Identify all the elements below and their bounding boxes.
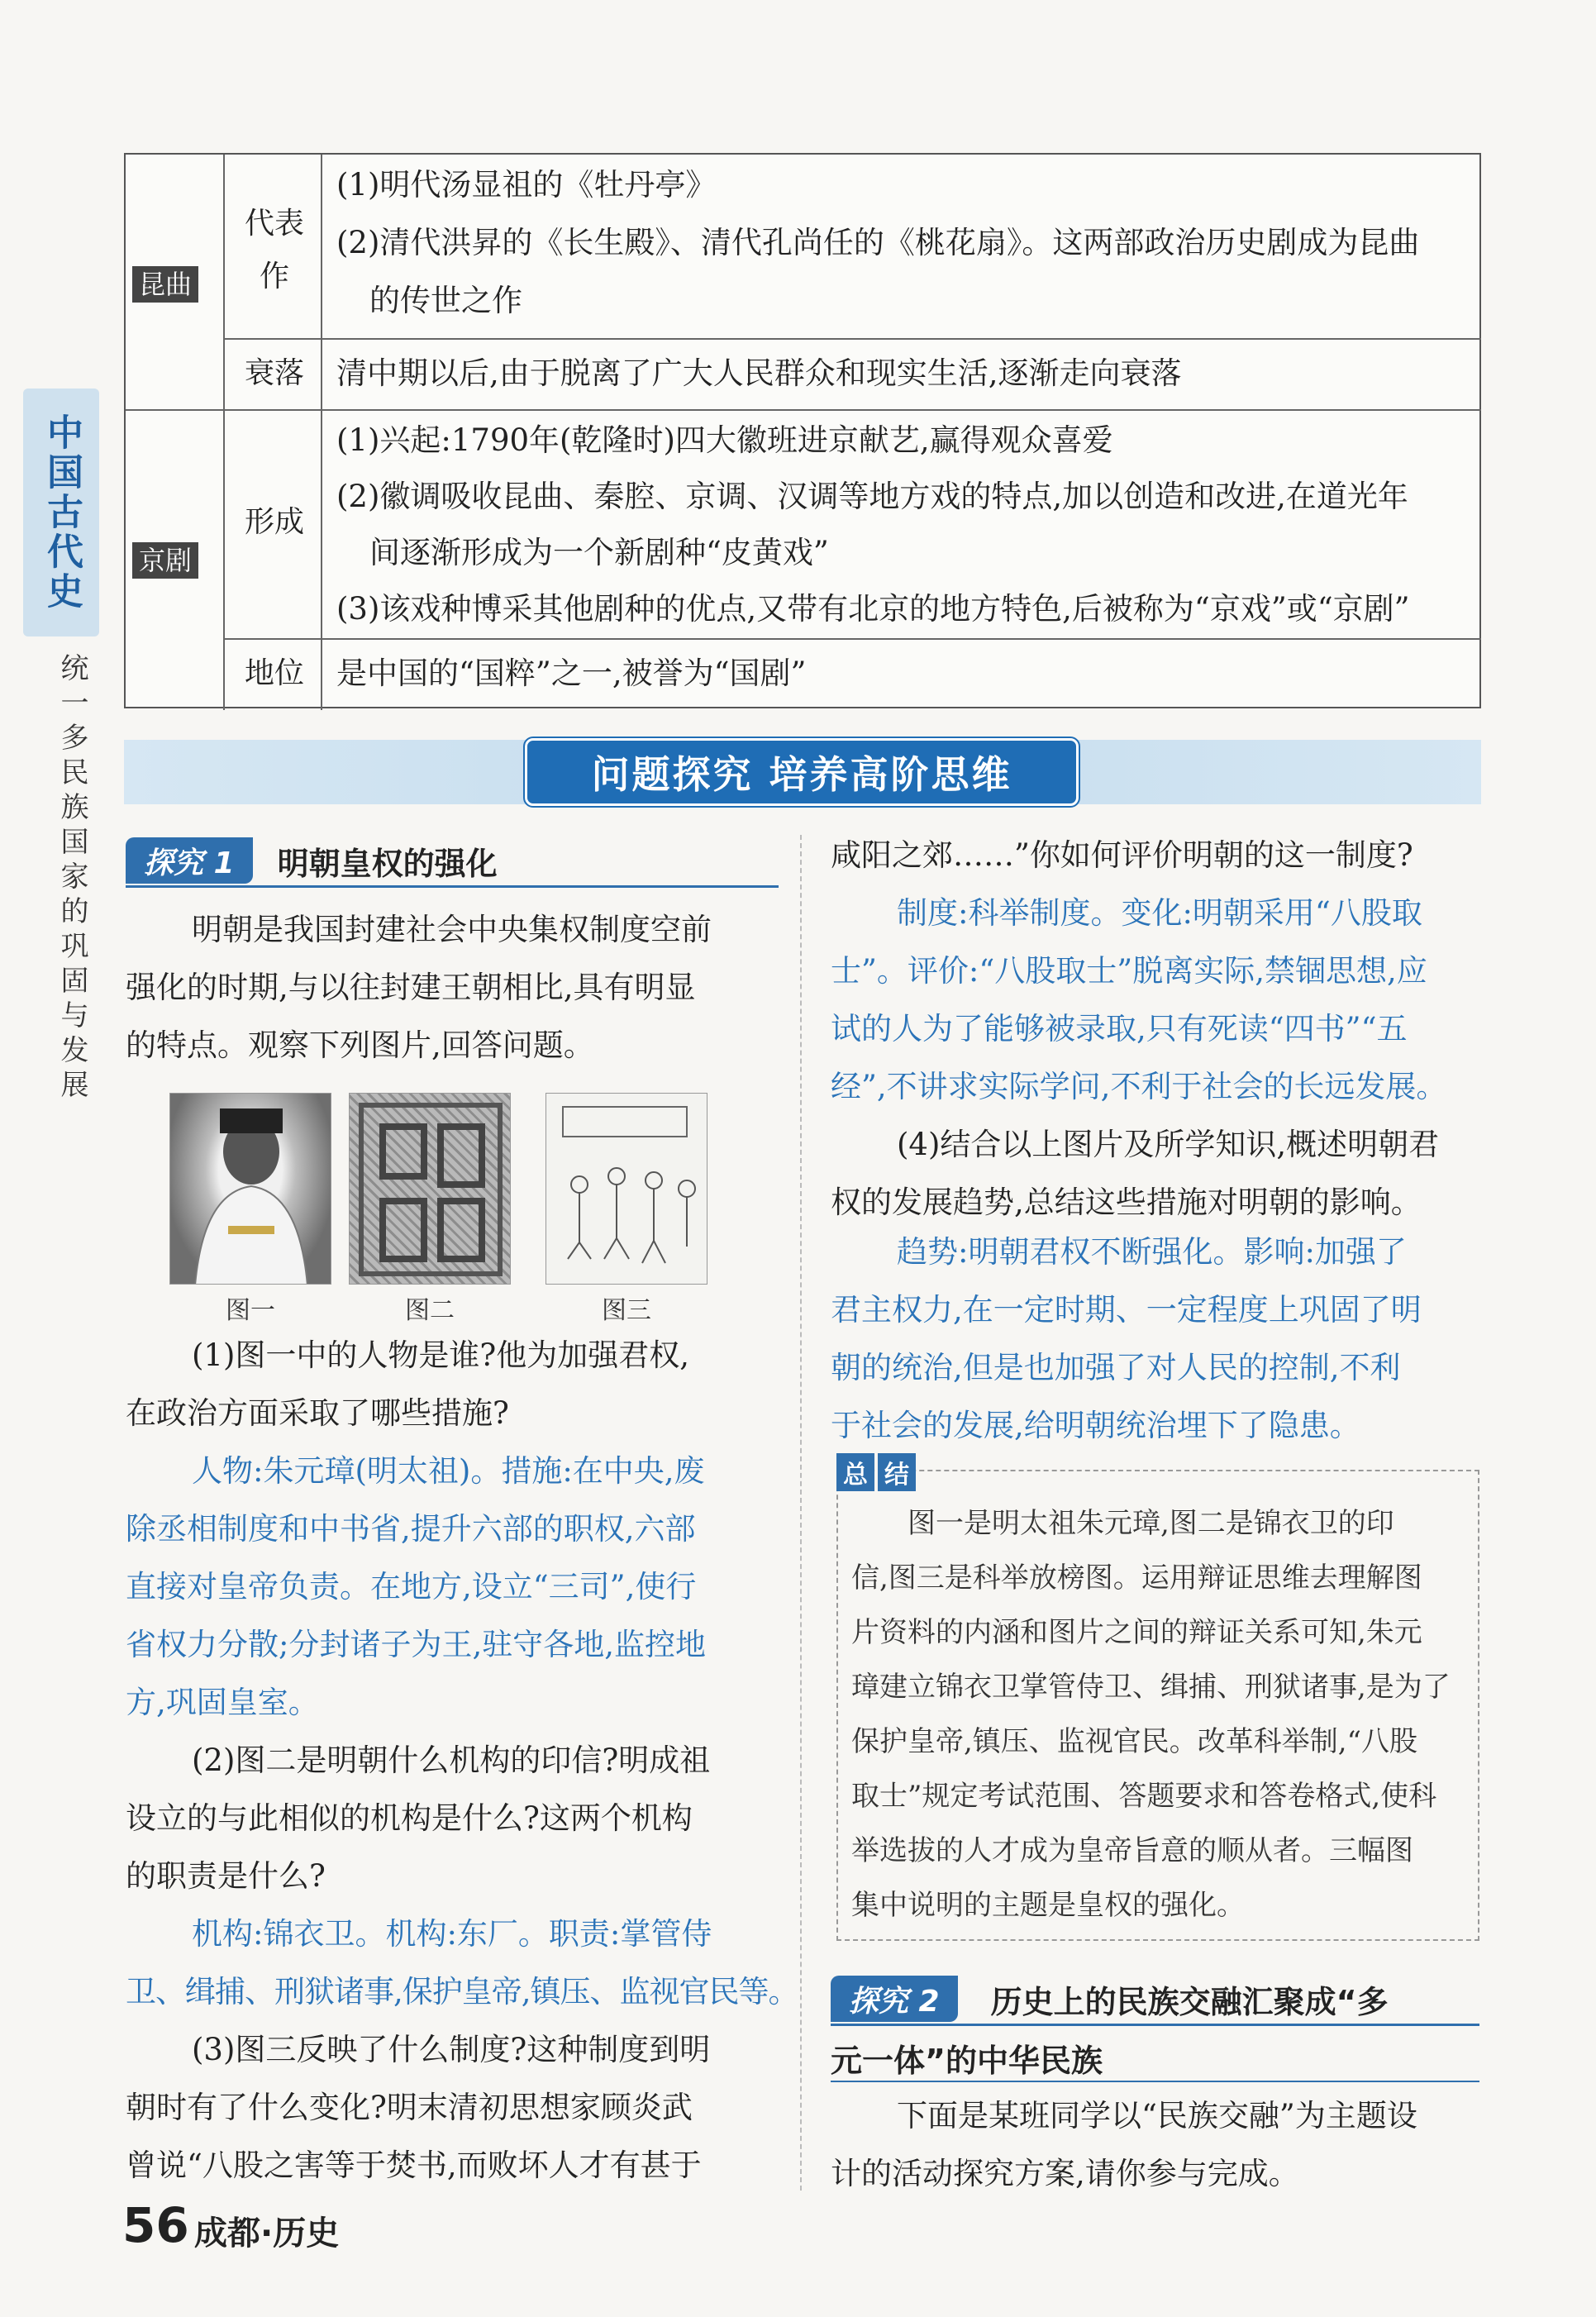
text-line: 集中说明的主题是皇权的强化。 xyxy=(851,1889,1245,1922)
explore2-rule xyxy=(831,2081,1479,2082)
text-line: (1)图一中的人物是谁?他为加强君权, xyxy=(192,1337,690,1373)
text-line: (4)结合以上图片及所学知识,概述明朝君 xyxy=(897,1127,1440,1162)
table-line: 是中国的“国粹”之一,被誉为“国剧” xyxy=(336,656,807,691)
text-line: 机构:锦衣卫。机构:东厂。职责:掌管侍 xyxy=(192,1916,712,1952)
explore2-rule xyxy=(831,2024,1479,2026)
opera-table xyxy=(124,153,1481,708)
text-line: 趋势:明朝君权不断强化。影响:加强了 xyxy=(897,1234,1407,1270)
explore2-title-line1: 历史上的民族交融汇聚成“多 xyxy=(990,1983,1389,2020)
formation-content xyxy=(336,412,1410,637)
text-line: 朝的统治,但是也加强了对人民的控制,不利 xyxy=(831,1350,1401,1385)
explore2-intro xyxy=(831,2087,1484,2203)
figure-caption: 图三 xyxy=(602,1296,651,1325)
text-line: 的职责是什么? xyxy=(126,1858,326,1894)
text-line: 经”,不讲求实际学问,不利于社会的长远发展。 xyxy=(831,1069,1447,1104)
explore1-intro xyxy=(126,901,779,1075)
explore1-a3 xyxy=(831,884,1484,1116)
table-line: 间逐渐形成为一个新剧种“皮黄戏” xyxy=(369,535,829,570)
text-line: 举选拔的人才成为皇帝旨意的顺从者。三幅图 xyxy=(851,1834,1413,1867)
figure-exam-image xyxy=(545,1093,707,1285)
page-tag: 成都·历史 xyxy=(194,2214,340,2253)
text-line: 人物:朱元璋(明太祖)。措施:在中央,废 xyxy=(192,1453,705,1489)
text-line: 除丞相制度和中书省,提升六部的职权,六部 xyxy=(126,1511,696,1547)
text-line: 璋建立锦衣卫掌管侍卫、缉捕、刑狱诸事,是为了 xyxy=(851,1671,1451,1704)
text-line: 士”。评价:“八股取士”脱离实际,禁锢思想,应 xyxy=(831,953,1427,989)
table-line: (2)徽调吸收昆曲、秦腔、京调、汉调等地方戏的特点,加以创造和改进,在道光年 xyxy=(336,479,1408,514)
text-line: 图一是明太祖朱元璋,图二是锦衣卫的印 xyxy=(908,1507,1394,1540)
side-chapter-subtitle: 统一多民族国家的巩固与发展 xyxy=(55,653,88,1104)
explore1-a1 xyxy=(126,1442,779,1732)
explore1-q4 xyxy=(831,1116,1484,1232)
text-line: 试的人为了能够被录取,只有死读“四书”“五 xyxy=(831,1011,1408,1046)
explore1-title: 明朝皇权的强化 xyxy=(277,845,498,882)
text-line: 明朝是我国封建社会中央集权制度空前 xyxy=(192,912,712,947)
text-line: 信,图三是科举放榜图。运用辩证思维去理解图 xyxy=(851,1561,1422,1595)
text-line: 君主权力,在一定时期、一定程度上巩固了明 xyxy=(831,1292,1422,1328)
text-line: 直接对皇帝负责。在地方,设立“三司”,使行 xyxy=(126,1569,697,1604)
row-header-status: 地位 xyxy=(244,656,304,690)
summary-badge-char: 结 xyxy=(878,1453,916,1491)
explore2-title-line2: 元一体”的中华民族 xyxy=(831,2043,1103,2079)
section-banner-title: 问题探究 培养高阶思维 xyxy=(525,738,1079,806)
text-line: 在政治方面采取了哪些措施? xyxy=(126,1395,509,1431)
explore1-q3-continued xyxy=(831,827,1484,884)
table-line: 的传世之作 xyxy=(369,283,522,318)
explore1-rule xyxy=(126,885,779,888)
side-chapter-title: 中国古代史 xyxy=(40,413,83,612)
column-divider xyxy=(800,835,802,2191)
page-number: 56 xyxy=(122,2197,189,2253)
masterpieces-content xyxy=(336,156,1419,330)
text-line: 卫、缉捕、刑狱诸事,保护皇帝,镇压、监视官民等。 xyxy=(126,1974,798,2009)
text-line: 省权力分散;分封诸子为王,驻守各地,监控地 xyxy=(126,1627,706,1662)
kunqu-label: 昆曲 xyxy=(132,264,198,302)
text-line: 的特点。观察下列图片,回答问题。 xyxy=(126,1027,594,1063)
table-line: (1)明代汤显祖的《牡丹亭》 xyxy=(336,167,717,203)
text-line: (2)图二是明朝什么机构的印信?明成祖 xyxy=(192,1743,711,1778)
explore1-q1 xyxy=(126,1327,779,1442)
summary-text xyxy=(851,1496,1471,1933)
explore1-a4 xyxy=(831,1223,1484,1455)
text-line: 保护皇帝,镇压、监视官民。改革科举制,“八股 xyxy=(851,1725,1417,1758)
text-line: 制度:科举制度。变化:明朝采用“八股取 xyxy=(897,895,1422,931)
text-line: 咸阳之郊……”你如何评价明朝的这一制度? xyxy=(831,837,1413,873)
text-line: 下面是某班同学以“民族交融”为主题设 xyxy=(897,2098,1417,2133)
explore2-header xyxy=(831,1976,1389,2022)
figure-seal-image xyxy=(349,1093,511,1285)
figure-portrait-image xyxy=(169,1093,331,1285)
explore1-header xyxy=(126,837,498,884)
row-header-masterpieces: 代表作 xyxy=(244,207,304,293)
status-content xyxy=(336,645,806,703)
jingju-label: 京剧 xyxy=(132,540,198,578)
explore1-badge: 探究 1 xyxy=(126,837,253,884)
row-header-decline: 衰落 xyxy=(244,356,304,390)
text-line: 设立的与此相似的机构是什么?这两个机构 xyxy=(126,1800,693,1836)
explore1-q3 xyxy=(126,2021,779,2195)
explore1-a2 xyxy=(126,1905,798,2021)
text-line: 强化的时期,与以往封建王朝相比,具有明显 xyxy=(126,970,696,1005)
explore1-q2 xyxy=(126,1732,779,1905)
text-line: 取士”规定考试范围、答题要求和答卷格式,使科 xyxy=(851,1780,1437,1813)
text-line: 于社会的发展,给明朝统治埋下了隐患。 xyxy=(831,1408,1360,1443)
table-line: (3)该戏种博采其他剧种的优点,又带有北京的地方特色,后被称为“京戏”或“京剧” xyxy=(336,591,1410,627)
text-line: 权的发展趋势,总结这些措施对明朝的影响。 xyxy=(831,1185,1422,1220)
text-line: 计的活动探究方案,请你参与完成。 xyxy=(831,2156,1299,2191)
figure-caption: 图二 xyxy=(405,1296,455,1325)
explore2-badge: 探究 2 xyxy=(831,1976,958,2022)
summary-badge-char: 总 xyxy=(836,1453,874,1491)
side-chapter-tab xyxy=(23,389,99,636)
table-line: (2)清代洪昇的《长生殿》、清代孔尚任的《桃花扇》。这两部政治历史剧成为昆曲 xyxy=(336,225,1420,260)
decline-content xyxy=(336,345,1182,403)
table-line: 清中期以后,由于脱离了广大人民群众和现实生活,逐渐走向衰落 xyxy=(336,355,1182,391)
text-line: 片资料的内涵和图片之间的辩证关系可知,朱元 xyxy=(851,1616,1422,1649)
text-line: 方,巩固皇室。 xyxy=(126,1685,319,1720)
figure-caption: 图一 xyxy=(226,1296,275,1325)
summary-badge xyxy=(836,1453,916,1491)
row-header-formation: 形成 xyxy=(244,505,304,539)
table-line: (1)兴起:1790年(乾隆时)四大徽班进京献艺,赢得观众喜爱 xyxy=(336,422,1113,458)
text-line: 朝时有了什么变化?明末清初思想家顾炎武 xyxy=(126,2090,693,2125)
text-line: (3)图三反映了什么制度?这种制度到明 xyxy=(192,2032,711,2067)
text-line: 曾说“八股之害等于焚书,而败坏人才有甚于 xyxy=(126,2148,702,2183)
